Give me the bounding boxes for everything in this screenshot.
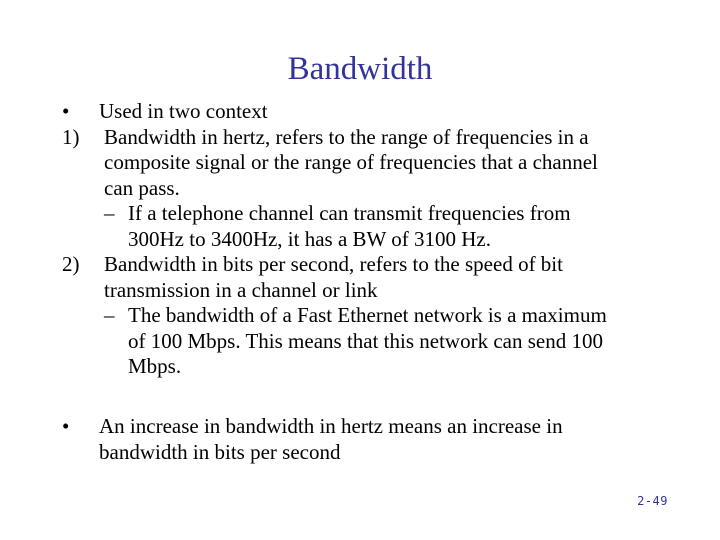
sub-item-text-line: of 100 Mbps. This means that this network can send 100 <box>128 328 603 353</box>
sub-item-text-line: The bandwidth of a Fast Ethernet network is a maximum <box>128 303 607 327</box>
sub-item-text-line: 300Hz to 3400Hz, it has a BW of 3100 Hz. <box>128 226 491 251</box>
sub-item-text-line: Mbps. <box>128 354 182 378</box>
bullet-text-line: An increase in bandwidth in hertz means an increase in <box>99 414 563 438</box>
slide-title: Bandwidth <box>287 51 433 87</box>
bullet-marker: • <box>62 414 70 438</box>
numbered-item-text-line: Bandwidth in hertz, refers to the range of frequencies in a <box>104 124 589 149</box>
bullet-marker: • <box>62 99 70 123</box>
dash-marker: – <box>104 303 115 327</box>
dash-marker: – <box>104 201 115 225</box>
numbered-item-text-line: composite signal or the range of frequencies that a channel <box>104 150 598 174</box>
numbered-item-text-line: Bandwidth in bits per second, refers to the speed of bit <box>104 252 563 276</box>
number-marker: 1) <box>62 124 80 149</box>
bullet-text: Used in two context <box>99 99 268 123</box>
numbered-item-text-line: can pass. <box>104 175 180 200</box>
sub-item-text-line: If a telephone channel can transmit frequencies from <box>128 201 571 225</box>
bullet-text-line: bandwidth in bits per second <box>99 439 341 464</box>
numbered-item-text-line: transmission in a channel or link <box>104 277 378 302</box>
number-marker: 2) <box>62 252 80 276</box>
page-number: 2-49 <box>637 494 668 508</box>
